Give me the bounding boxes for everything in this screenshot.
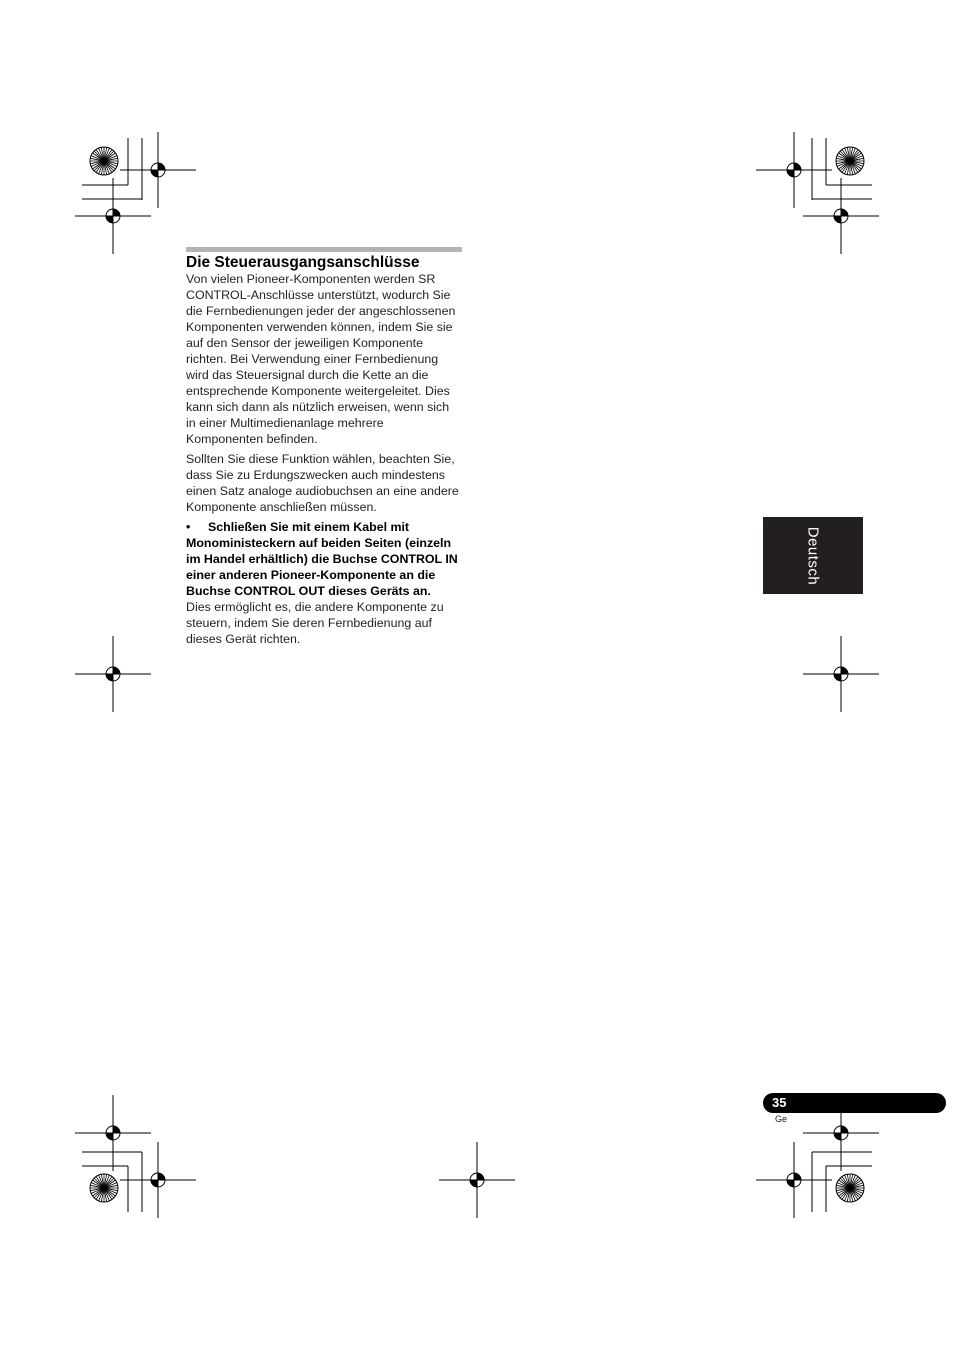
main-content [186,247,462,651]
body-paragraph: Von vielen Pioneer-Komponenten werden SR CONTROL-Anschlüsse unterstützt, wodurch Sie die Fernbedienungen jeder der angeschlossenen Komponenten verwenden können, indem Sie sie auf den Sensor der jeweiligen Komponente richten. Bei Verwendung einer Fernbedienung wird das Steuersignal durch die Kette an die entsprechende Komponente weitergeleitet. Dies kann sich dann als nützlich erweisen, wenn sich in einer Multimedienanlage mehrere Komponenten befinden. [186,272,456,446]
language-tab [763,517,863,594]
language-tab-label: Deutsch [804,526,822,585]
body-paragraph: Sollten Sie diese Funktion wählen, beachten Sie, dass Sie zu Erdungszwecken auch mindestens einen Satz analoge audiobuchsen an eine andere Komponente anschließen müssen. [186,452,459,514]
page-number-pill [763,1093,946,1113]
language-code: Ge [775,1114,788,1124]
page-number: 35 [772,1095,787,1110]
section-heading: Die Steuerausgangsanschlüsse [186,254,420,271]
bullet-text: Schließen Sie mit einem Kabel mit Monoministeckern auf beiden Seiten (einzeln im Handel erhältlich) die Buchse CONTROL IN einer anderen Pioneer-Komponente an die Buchse CONTROL OUT dieses Geräts an. [186,520,458,598]
body-paragraph: Dies ermöglicht es, die andere Komponente zu steuern, indem Sie deren Fernbedienung auf dieses Gerät richten. [186,600,444,646]
section-rule [186,247,462,252]
instruction-bullet [186,519,462,599]
bullet-marker: • [186,520,191,534]
